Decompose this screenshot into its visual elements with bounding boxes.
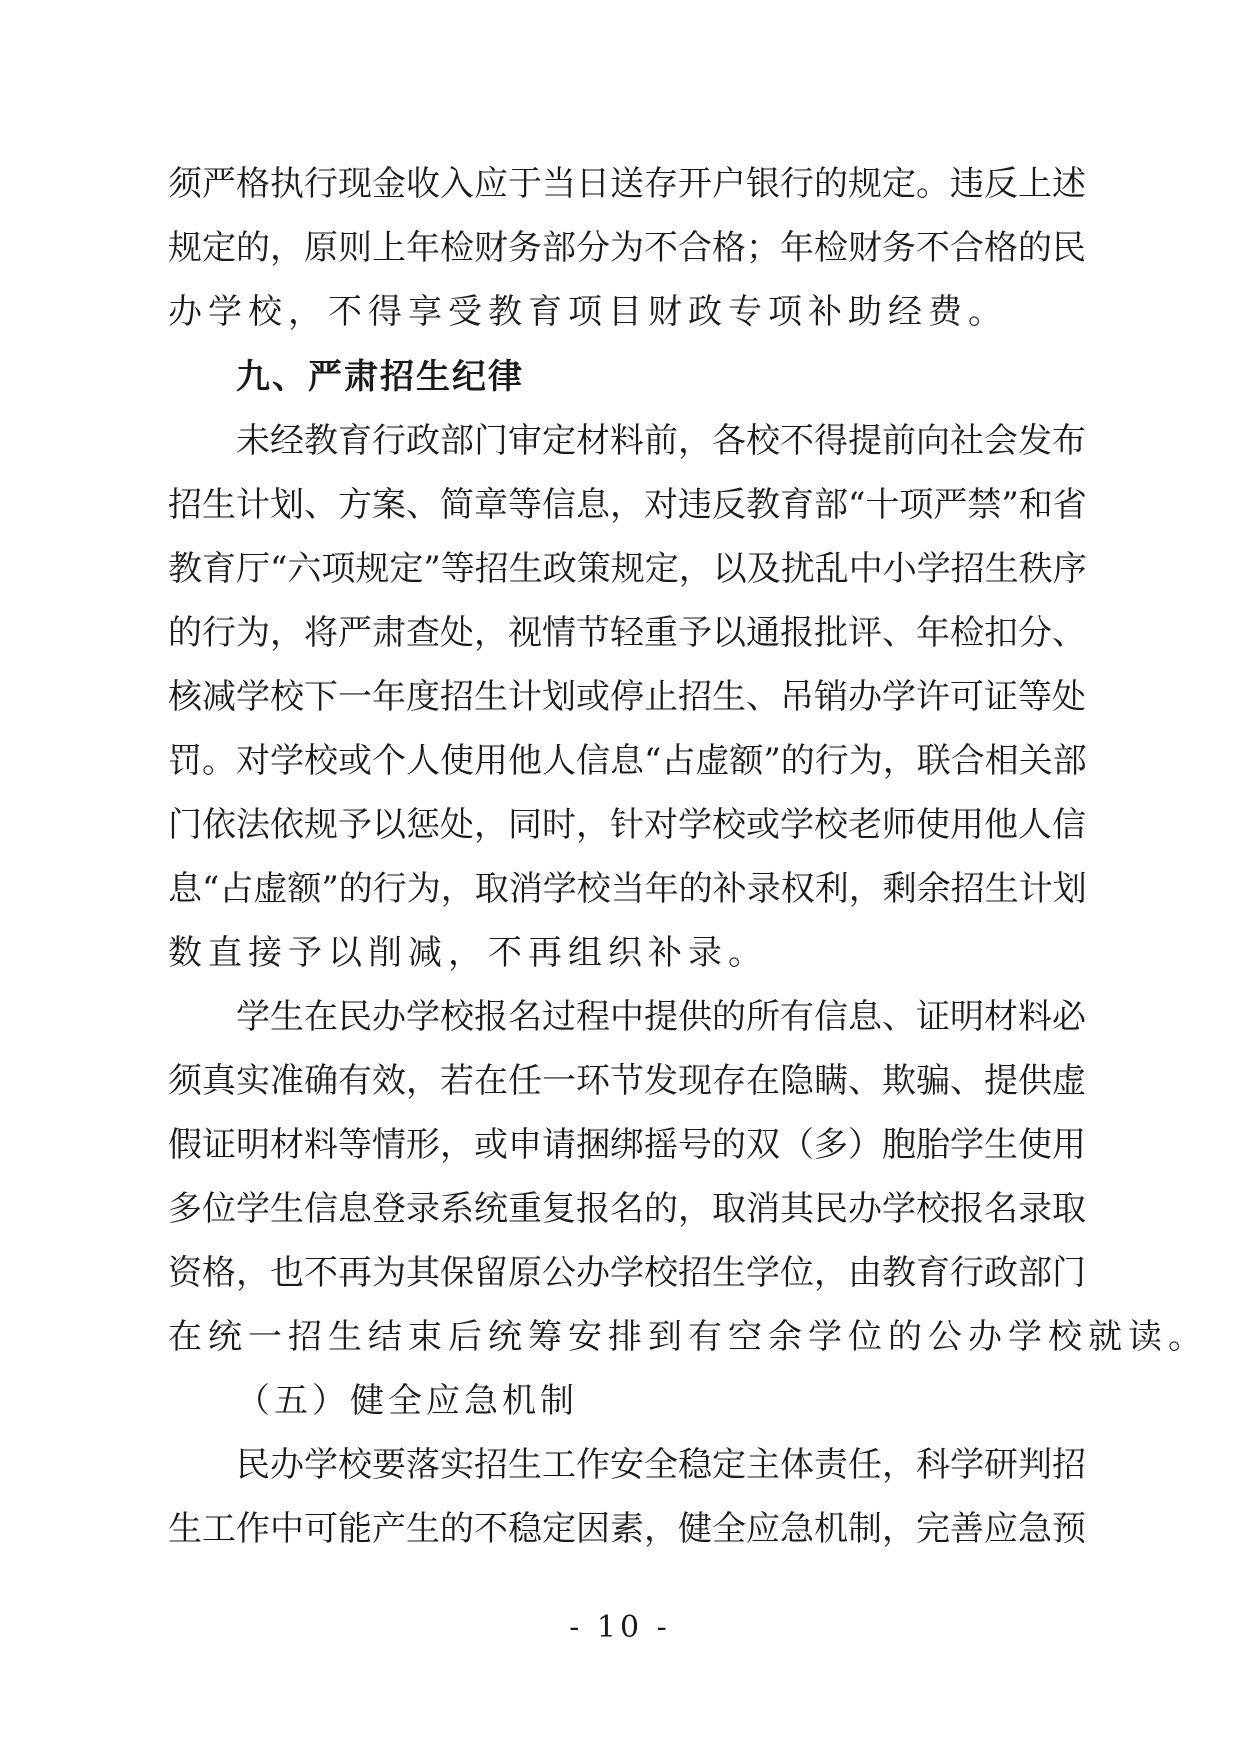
paragraph-line: 在统一招生结束后统筹安排到有空余学位的公办学校就读。 (168, 1317, 1208, 1357)
page-number: - 10 - (569, 1610, 671, 1645)
paragraph-line: 生工作中可能产生的不稳定因素，健全应急机制，完善应急预 (168, 1509, 1086, 1549)
paragraph-line: 规定的，原则上年检财务部分为不合格；年检财务不合格的民 (168, 228, 1086, 268)
paragraph-line: 息“占虚额”的行为，取消学校当年的补录权利，剩余招生计划 (168, 869, 1087, 909)
paragraph-line: 须真实准确有效，若在任一环节发现存在隐瞒、欺骗、提供虚 (168, 1061, 1086, 1101)
paragraph-line: 民办学校要落实招生工作安全稳定主体责任，科学研判招 (236, 1445, 1086, 1485)
paragraph-line: 数直接予以削减，不再组织补录。 (168, 933, 768, 973)
paragraph-line: 招生计划、方案、简章等信息，对违反教育部“十项严禁”和省 (168, 485, 1087, 525)
paragraph-line: 门依法依规予以惩处，同时，针对学校或学校老师使用他人信 (168, 805, 1086, 845)
section-heading: 九、严肃招生纪律 (236, 357, 524, 397)
paragraph-line: 的行为，将严肃查处，视情节轻重予以通报批评、年检扣分、 (168, 613, 1086, 653)
paragraph-line: 未经教育行政部门审定材料前，各校不得提前向社会发布 (236, 421, 1086, 461)
paragraph-line: 须严格执行现金收入应于当日送存开户银行的规定。违反上述 (168, 164, 1086, 204)
paragraph-line: 罚。对学校或个人使用他人信息“占虚额”的行为，联合相关部 (168, 741, 1087, 781)
paragraph-line: 教育厅“六项规定”等招生政策规定，以及扰乱中小学招生秩序 (168, 549, 1087, 589)
paragraph-line: 学生在民办学校报名过程中提供的所有信息、证明材料必 (236, 997, 1086, 1037)
paragraph-line: 多位学生信息登录系统重复报名的，取消其民办学校报名录取 (168, 1189, 1086, 1229)
subsection-heading: （五）健全应急机制 (236, 1381, 578, 1421)
paragraph-line: 办学校，不得享受教育项目财政专项补助经费。 (168, 292, 1008, 332)
paragraph-line: 核减学校下一年度招生计划或停止招生、吊销办学许可证等处 (168, 677, 1086, 717)
paragraph-line: 假证明材料等情形，或申请捆绑摇号的双（多）胞胎学生使用 (168, 1125, 1086, 1165)
paragraph-line: 资格，也不再为其保留原公办学校招生学位，由教育行政部门 (168, 1253, 1086, 1293)
